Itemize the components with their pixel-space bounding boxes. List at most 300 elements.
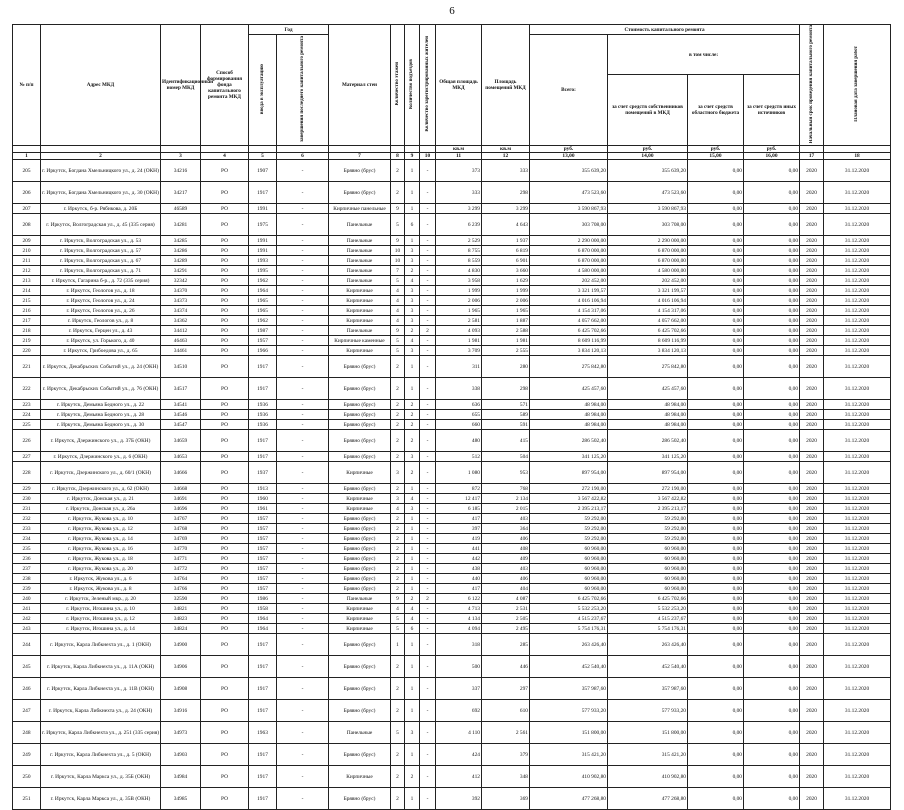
col-material-header: Материал стен <box>329 25 391 146</box>
other-cost-cell: 0,00 <box>744 494 800 504</box>
plan-year-cell: 2020 <box>800 484 824 494</box>
method-cell: РО <box>201 564 249 574</box>
other-cost-cell: 0,00 <box>744 524 800 534</box>
owners-cost-cell: 3 567 422,82 <box>608 494 688 504</box>
plan-year-cell: 2020 <box>800 462 824 484</box>
year-repair-cell: - <box>277 236 329 246</box>
plan-year-cell: 2020 <box>800 400 824 410</box>
address-cell: г. Иркутск, Игошина ул., д. 12 <box>41 614 161 624</box>
regional-cost-cell: 0,00 <box>688 766 744 788</box>
material-cell: Панельные <box>329 246 391 256</box>
floors-cell: 2 <box>391 410 405 420</box>
year-repair-cell: - <box>277 462 329 484</box>
address-cell: г. Иркутск, Грибоедова ул., д. 65 <box>41 346 161 356</box>
total-area-cell: 441 <box>436 544 482 554</box>
total-cost-cell: 60 960,00 <box>530 574 608 584</box>
year-repair-cell: - <box>277 256 329 266</box>
plan-year-cell: 2020 <box>800 306 824 316</box>
method-cell: РО <box>201 356 249 378</box>
owners-cost-cell: 2 395 213,17 <box>608 504 688 514</box>
room-area-cell: 2 495 <box>482 624 530 634</box>
address-cell: г. Иркутск, Геологов ул., д. 18 <box>41 286 161 296</box>
material-cell: Брявно (брус) <box>329 554 391 564</box>
address-cell: г. Иркутск, Дзержинского ул., д. 60/1 (ОКН) <box>41 462 161 484</box>
plan-year-cell: 2020 <box>800 316 824 326</box>
plan-date-cell: 31.12.2020 <box>824 236 891 246</box>
plan-date-cell: 31.12.2020 <box>824 266 891 276</box>
plan-date-cell: 31.12.2020 <box>824 604 891 614</box>
column-number-cell: 8 <box>391 153 405 160</box>
owners-cost-cell: 6 425 702,66 <box>608 594 688 604</box>
other-cost-cell: 0,00 <box>744 766 800 788</box>
residents-cell: - <box>420 420 436 430</box>
room-area-cell: 589 <box>482 410 530 420</box>
owners-cost-cell: 8 609 116,99 <box>608 336 688 346</box>
year-repair-cell: - <box>277 266 329 276</box>
entrances-cell: 2 <box>405 400 420 410</box>
year-repair-cell: - <box>277 306 329 316</box>
method-cell: РО <box>201 160 249 182</box>
ident-cell: 34281 <box>161 214 201 236</box>
other-cost-cell: 0,00 <box>744 316 800 326</box>
regional-cost-cell: 0,00 <box>688 574 744 584</box>
year-built-cell: 1917 <box>249 744 277 766</box>
plan-date-cell: 31.12.2020 <box>824 574 891 584</box>
regional-cost-cell: 0,00 <box>688 656 744 678</box>
table-row <box>13 204 891 214</box>
owners-cost-cell: 6 870 000,00 <box>608 246 688 256</box>
plan-date-cell: 31.12.2020 <box>824 286 891 296</box>
year-repair-cell: - <box>277 286 329 296</box>
regional-cost-cell: 0,00 <box>688 514 744 524</box>
total-area-cell: 338 <box>436 378 482 400</box>
floors-cell: 4 <box>391 604 405 614</box>
entrances-cell: 1 <box>405 160 420 182</box>
owners-cost-cell: 6 870 000,00 <box>608 256 688 266</box>
material-cell: Кирпичные <box>329 766 391 788</box>
row-number: 250 <box>13 766 41 788</box>
owners-cost-cell: 473 523,60 <box>608 182 688 204</box>
address-cell: г. Иркутск, Декабрьских Событий ул., д. 24 (ОКН) <box>41 356 161 378</box>
col-owners-header: за счет средств собственников помещений в МКД <box>608 75 688 146</box>
total-area-cell: 4 110 <box>436 722 482 744</box>
room-area-cell: 3 299 <box>482 204 530 214</box>
ident-cell: 34653 <box>161 452 201 462</box>
col-residents-header: Количество зарегистрированных жителей <box>420 25 436 146</box>
plan-year-cell: 2020 <box>800 584 824 594</box>
table-row <box>13 452 891 462</box>
residents-cell: - <box>420 400 436 410</box>
table-row <box>13 356 891 378</box>
address-cell: г. Иркутск, Волгоградская ул., д. 71 <box>41 266 161 276</box>
method-cell: РО <box>201 678 249 700</box>
entrances-cell: 4 <box>405 494 420 504</box>
other-cost-cell: 0,00 <box>744 700 800 722</box>
plan-date-cell: 31.12.2020 <box>824 514 891 524</box>
regional-cost-cell: 0,00 <box>688 744 744 766</box>
residents-cell: - <box>420 554 436 564</box>
residents-cell: - <box>420 524 436 534</box>
entrances-cell: 3 <box>405 316 420 326</box>
col-including-header: в том числе: <box>608 35 800 75</box>
address-cell: г. Иркутск, ул. Горького, д. 40 <box>41 336 161 346</box>
year-built-cell: 1913 <box>249 484 277 494</box>
plan-date-cell: 31.12.2020 <box>824 700 891 722</box>
entrances-cell: 2 <box>405 766 420 788</box>
units-row <box>13 146 891 153</box>
total-cost-cell: 425 457,60 <box>530 378 608 400</box>
total-cost-cell: 48 984,00 <box>530 410 608 420</box>
ident-cell: 34216 <box>161 160 201 182</box>
row-number: 212 <box>13 266 41 276</box>
year-built-cell: 1987 <box>249 326 277 336</box>
year-built-cell: 1936 <box>249 400 277 410</box>
row-number: 234 <box>13 534 41 544</box>
other-cost-cell: 0,00 <box>744 246 800 256</box>
floors-cell: 4 <box>391 286 405 296</box>
regional-cost-cell: 0,00 <box>688 326 744 336</box>
total-cost-cell: 477 268,80 <box>530 788 608 810</box>
entrances-cell: 2 <box>405 420 420 430</box>
entrances-cell: 2 <box>405 430 420 452</box>
table-row <box>13 624 891 634</box>
ident-cell: 34906 <box>161 656 201 678</box>
plan-date-cell: 31.12.2020 <box>824 204 891 214</box>
residents-cell: 2 <box>420 326 436 336</box>
ident-cell: 34691 <box>161 494 201 504</box>
floors-cell: 2 <box>391 452 405 462</box>
floors-cell: 5 <box>391 614 405 624</box>
year-built-cell: 1958 <box>249 604 277 614</box>
other-cost-cell: 0,00 <box>744 624 800 634</box>
total-cost-cell: 60 960,00 <box>530 564 608 574</box>
floors-cell: 5 <box>391 214 405 236</box>
other-cost-cell: 0,00 <box>744 584 800 594</box>
year-built-cell: 1957 <box>249 514 277 524</box>
address-cell: г. Иркутск, Демьяна Бедного ул., д. 30 <box>41 420 161 430</box>
room-area-cell: 285 <box>482 634 530 656</box>
year-built-cell: 1986 <box>249 594 277 604</box>
year-built-cell: 1917 <box>249 430 277 452</box>
method-cell: РО <box>201 378 249 400</box>
plan-date-cell: 31.12.2020 <box>824 484 891 494</box>
room-area-cell: 768 <box>482 484 530 494</box>
method-cell: РО <box>201 484 249 494</box>
year-repair-cell: - <box>277 160 329 182</box>
unit-cell <box>201 146 249 153</box>
entrances-cell: 3 <box>405 346 420 356</box>
total-area-cell: 442 <box>436 554 482 564</box>
row-number: 226 <box>13 430 41 452</box>
year-built-cell: 1995 <box>249 266 277 276</box>
plan-date-cell: 31.12.2020 <box>824 316 891 326</box>
entrances-cell: 1 <box>405 634 420 656</box>
material-cell: Кирпичные <box>329 624 391 634</box>
room-area-cell: 4 643 <box>482 214 530 236</box>
address-cell: г. Иркутск, Карла Маркса ул., д. 35Б (ОКН) <box>41 766 161 788</box>
table-row <box>13 634 891 656</box>
ident-cell: 34510 <box>161 356 201 378</box>
year-built-cell: 1960 <box>249 494 277 504</box>
year-repair-cell: - <box>277 524 329 534</box>
regional-cost-cell: 0,00 <box>688 452 744 462</box>
room-area-cell: 953 <box>482 462 530 484</box>
plan-year-cell: 2020 <box>800 420 824 430</box>
owners-cost-cell: 48 984,00 <box>608 420 688 430</box>
column-number-cell: 5 <box>249 153 277 160</box>
owners-cost-cell: 60 960,00 <box>608 564 688 574</box>
column-number-cell: 11 <box>436 153 482 160</box>
other-cost-cell: 0,00 <box>744 204 800 214</box>
plan-year-cell: 2020 <box>800 544 824 554</box>
total-cost-cell: 2 290 000,00 <box>530 236 608 246</box>
room-area-cell: 2 505 <box>482 614 530 624</box>
ident-cell: 34217 <box>161 182 201 204</box>
total-cost-cell: 355 639,20 <box>530 160 608 182</box>
year-repair-cell: - <box>277 410 329 420</box>
row-number: 248 <box>13 722 41 744</box>
ident-cell: 34985 <box>161 788 201 810</box>
column-number-cell: 2 <box>41 153 161 160</box>
year-built-cell: 1964 <box>249 614 277 624</box>
ident-cell: 34286 <box>161 246 201 256</box>
year-repair-cell: - <box>277 700 329 722</box>
plan-year-cell: 2020 <box>800 766 824 788</box>
material-cell: Брявно (брус) <box>329 378 391 400</box>
other-cost-cell: 0,00 <box>744 534 800 544</box>
table-row <box>13 266 891 276</box>
plan-year-cell: 2020 <box>800 326 824 336</box>
plan-year-cell: 2020 <box>800 336 824 346</box>
plan-year-cell: 2020 <box>800 494 824 504</box>
column-number-cell: 15,00 <box>688 153 744 160</box>
floors-cell: 2 <box>391 564 405 574</box>
regional-cost-cell: 0,00 <box>688 494 744 504</box>
residents-cell: - <box>420 534 436 544</box>
entrances-cell: 3 <box>405 296 420 306</box>
room-area-cell: 298 <box>482 182 530 204</box>
table-row <box>13 378 891 400</box>
table-row <box>13 554 891 564</box>
method-cell: РО <box>201 656 249 678</box>
col-year-group-header: Год <box>249 25 329 35</box>
room-area-cell: 2 561 <box>482 722 530 744</box>
other-cost-cell: 0,00 <box>744 326 800 336</box>
plan-date-cell: 31.12.2020 <box>824 634 891 656</box>
page-number: 6 <box>449 5 455 17</box>
room-area-cell: 403 <box>482 564 530 574</box>
floors-cell: 2 <box>391 182 405 204</box>
material-cell: Панельные <box>329 214 391 236</box>
method-cell: РО <box>201 744 249 766</box>
room-area-cell: 1 999 <box>482 286 530 296</box>
ident-cell: 34547 <box>161 420 201 430</box>
material-cell: Кирпичные <box>329 286 391 296</box>
table-row <box>13 604 891 614</box>
row-number: 246 <box>13 678 41 700</box>
address-cell: г. Иркутск, Декабрьских Событий ул., д. 76 (ОКН) <box>41 378 161 400</box>
owners-cost-cell: 286 502,40 <box>608 430 688 452</box>
total-area-cell: 438 <box>436 564 482 574</box>
other-cost-cell: 0,00 <box>744 410 800 420</box>
room-area-cell: 348 <box>482 766 530 788</box>
room-area-cell: 571 <box>482 400 530 410</box>
regional-cost-cell: 0,00 <box>688 534 744 544</box>
column-number-cell: 12 <box>482 153 530 160</box>
entrances-cell: 2 <box>405 594 420 604</box>
row-number: 224 <box>13 410 41 420</box>
residents-cell: - <box>420 286 436 296</box>
owners-cost-cell: 4 016 106,94 <box>608 296 688 306</box>
regional-cost-cell: 0,00 <box>688 420 744 430</box>
residents-cell: - <box>420 462 436 484</box>
col-total-cost-header: Всего: <box>530 35 608 146</box>
total-cost-cell: 315 421,20 <box>530 744 608 766</box>
entrances-cell: 3 <box>405 246 420 256</box>
plan-year-cell: 2020 <box>800 256 824 266</box>
table-row <box>13 766 891 788</box>
ident-cell: 34373 <box>161 296 201 306</box>
ident-cell: 32590 <box>161 594 201 604</box>
row-number: 249 <box>13 744 41 766</box>
material-cell: Брявно (брус) <box>329 420 391 430</box>
total-area-cell: 512 <box>436 452 482 462</box>
total-cost-cell: 263 426,40 <box>530 634 608 656</box>
total-area-cell: 392 <box>436 788 482 810</box>
address-cell: г. Иркутск, Дзержинского ул., д. 62 (ОКН) <box>41 484 161 494</box>
method-cell: РО <box>201 266 249 276</box>
other-cost-cell: 0,00 <box>744 574 800 584</box>
owners-cost-cell: 59 292,00 <box>608 514 688 524</box>
plan-date-cell: 31.12.2020 <box>824 544 891 554</box>
room-area-cell: 379 <box>482 744 530 766</box>
other-cost-cell: 0,00 <box>744 276 800 286</box>
residents-cell: - <box>420 378 436 400</box>
total-cost-cell: 341 125,20 <box>530 452 608 462</box>
room-area-cell: 406 <box>482 574 530 584</box>
material-cell: Брявно (брус) <box>329 700 391 722</box>
other-cost-cell: 0,00 <box>744 788 800 810</box>
year-built-cell: 1917 <box>249 452 277 462</box>
total-cost-cell: 48 984,00 <box>530 400 608 410</box>
unit-cell <box>824 146 891 153</box>
year-built-cell: 1957 <box>249 544 277 554</box>
material-cell: Брявно (брус) <box>329 678 391 700</box>
method-cell: РО <box>201 420 249 430</box>
plan-year-cell: 2020 <box>800 236 824 246</box>
row-number: 205 <box>13 160 41 182</box>
row-number: 217 <box>13 316 41 326</box>
material-cell: Кирпичные <box>329 346 391 356</box>
method-cell: РО <box>201 214 249 236</box>
total-area-cell: 333 <box>436 182 482 204</box>
total-cost-cell: 6 870 000,00 <box>530 256 608 266</box>
material-cell: Брявно (брус) <box>329 564 391 574</box>
room-area-cell: 1 965 <box>482 306 530 316</box>
table-row <box>13 514 891 524</box>
col-room-area-header: Площадь помещений МКД <box>482 25 530 146</box>
row-number: 235 <box>13 544 41 554</box>
total-area-cell: 660 <box>436 420 482 430</box>
method-cell: РО <box>201 534 249 544</box>
row-number: 231 <box>13 504 41 514</box>
material-cell: Кирпичные <box>329 614 391 624</box>
plan-year-cell: 2020 <box>800 554 824 564</box>
total-area-cell: 4 830 <box>436 266 482 276</box>
method-cell: РО <box>201 430 249 452</box>
material-cell: Брявно (брус) <box>329 534 391 544</box>
owners-cost-cell: 48 984,00 <box>608 410 688 420</box>
row-number: 243 <box>13 624 41 634</box>
ident-cell: 34768 <box>161 524 201 534</box>
regional-cost-cell: 0,00 <box>688 410 744 420</box>
entrances-cell: 4 <box>405 276 420 286</box>
owners-cost-cell: 425 457,60 <box>608 378 688 400</box>
material-cell: Брявно (брус) <box>329 574 391 584</box>
unit-cell: кв.м <box>482 146 530 153</box>
floors-cell: 3 <box>391 494 405 504</box>
column-number-cell: 3 <box>161 153 201 160</box>
material-cell: Брявно (брус) <box>329 484 391 494</box>
row-number: 208 <box>13 214 41 236</box>
table-row <box>13 346 891 356</box>
residents-cell: - <box>420 316 436 326</box>
entrances-cell: 1 <box>405 678 420 700</box>
total-area-cell: 4 094 <box>436 624 482 634</box>
year-built-cell: 1957 <box>249 584 277 594</box>
col-cost-group-header: Стоимость капитального ремонта <box>530 25 800 35</box>
plan-year-cell: 2020 <box>800 722 824 744</box>
total-cost-cell: 272 190,00 <box>530 484 608 494</box>
owners-cost-cell: 60 960,00 <box>608 554 688 564</box>
ident-cell: 34770 <box>161 544 201 554</box>
plan-date-cell: 31.12.2020 <box>824 400 891 410</box>
year-repair-cell: - <box>277 246 329 256</box>
entrances-cell: 1 <box>405 544 420 554</box>
year-repair-cell: - <box>277 400 329 410</box>
total-area-cell: 6 185 <box>436 504 482 514</box>
other-cost-cell: 0,00 <box>744 514 800 524</box>
total-area-cell: 2 529 <box>436 236 482 246</box>
year-built-cell: 1957 <box>249 534 277 544</box>
total-cost-cell: 3 834 120,13 <box>530 346 608 356</box>
ident-cell: 34766 <box>161 584 201 594</box>
other-cost-cell: 0,00 <box>744 452 800 462</box>
material-cell: Брявно (брус) <box>329 514 391 524</box>
room-area-cell: 280 <box>482 356 530 378</box>
plan-date-cell: 31.12.2020 <box>824 614 891 624</box>
method-cell: РО <box>201 514 249 524</box>
material-cell: Брявно (брус) <box>329 544 391 554</box>
address-cell: г. Иркутск, Игошина ул., д. 10 <box>41 604 161 614</box>
total-area-cell: 412 <box>436 766 482 788</box>
ident-cell: 34764 <box>161 574 201 584</box>
room-area-cell: 415 <box>482 430 530 452</box>
entrances-cell: 1 <box>405 524 420 534</box>
plan-date-cell: 31.12.2020 <box>824 378 891 400</box>
total-cost-cell: 8 609 116,99 <box>530 336 608 346</box>
year-repair-cell: - <box>277 504 329 514</box>
room-area-cell: 591 <box>482 420 530 430</box>
year-repair-cell: - <box>277 594 329 604</box>
room-area-cell: 2 015 <box>482 504 530 514</box>
regional-cost-cell: 0,00 <box>688 788 744 810</box>
floors-cell: 2 <box>391 544 405 554</box>
row-number: 233 <box>13 524 41 534</box>
other-cost-cell: 0,00 <box>744 346 800 356</box>
row-number: 220 <box>13 346 41 356</box>
residents-cell: - <box>420 484 436 494</box>
